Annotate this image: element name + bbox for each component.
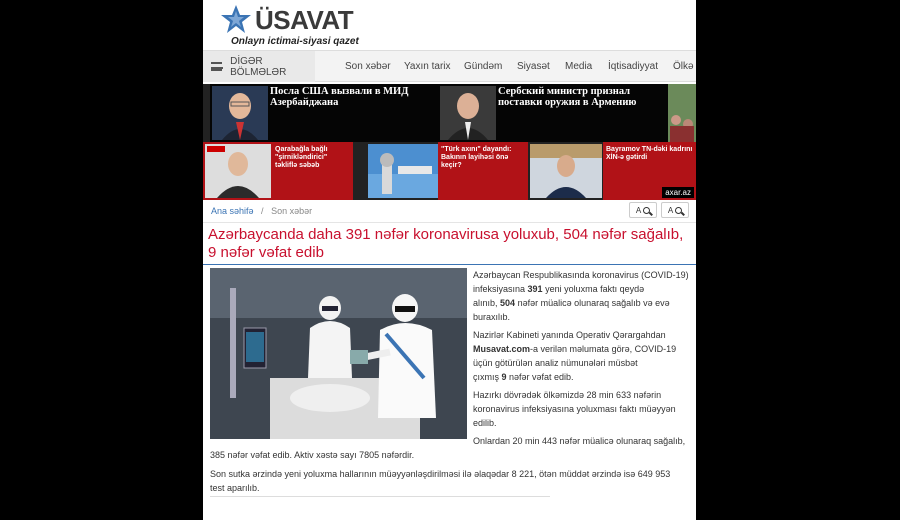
article-paragraph-4a: Onlardan 20 min 443 nəfər müalicə olunaraq sağalıb,	[473, 436, 686, 446]
ad-story-bottom-1[interactable]	[203, 142, 353, 200]
article-end-divider	[210, 496, 550, 497]
breadcrumb-current[interactable]: Son xəbər	[271, 206, 313, 216]
news-page	[203, 0, 696, 520]
nav-link-yaxin-tarix[interactable]: Yaxın tarix	[404, 61, 451, 72]
font-size-label: A	[667, 205, 674, 215]
ad-story-top-right[interactable]	[438, 84, 668, 142]
ad-headline: "Türk axını" dayandı: Bakının layihəsi önə keçir?	[441, 146, 512, 169]
title-divider	[203, 264, 696, 265]
article-paragraph-2: Nazirlər Kabineti yanında Operativ Qərargahdan Musavat.com-a verilən məlumata görə, COVID-19 üçün götürülən analiz nümunələri müsbət çıxmış 9 nəfər vəfat edib.	[473, 330, 677, 382]
site-tagline: Onlayn ictimai-siyasi qazet	[231, 36, 359, 47]
ad-photo-pipeline	[368, 144, 438, 198]
article-paragraph-5: Son sutka ərzində yeni yoluxma hallarının müəyyənləşdirilməsi ilə əlaqədar 8 221, ötən müddət ərzində isə 649 953 test aparılıb.	[210, 469, 671, 493]
nav-link-siyaset[interactable]: Siyasət	[517, 61, 550, 72]
article-title: Azərbaycanda daha 391 nəfər koronavirusa yoluxub, 504 nəfər sağalıb, 9 nəfər vəfat edib	[208, 226, 684, 261]
zoom-in-icon	[675, 207, 682, 214]
font-increase-button[interactable]	[661, 202, 689, 218]
breadcrumb-separator: /	[261, 206, 264, 216]
ad-photo-politician	[205, 144, 271, 198]
source-link[interactable]: Musavat.com	[473, 344, 531, 354]
ad-headline: Сербский министр признал поставки оружия в Армению	[498, 86, 637, 108]
ad-photo-minister	[440, 86, 496, 140]
zoom-out-icon	[643, 207, 650, 214]
main-navigation	[203, 50, 696, 82]
masthead	[203, 0, 696, 50]
ad-photo-official	[530, 144, 602, 198]
article-paragraph-1: Azərbaycan Respublikasında koronavirus (COVID-19) infeksiyasına 391 yeni yoluxma faktı qeydə alınıb, 504 nəfər müalicə olunaraq sağalıb və evə buraxılıb.	[473, 270, 689, 322]
hamburger-icon	[211, 62, 222, 71]
ad-headline: Qarabağla bağlı "şirnikləndirici" təkliflə səbəb	[275, 146, 328, 169]
breadcrumb	[211, 206, 312, 216]
ad-photo-ambassador	[212, 86, 268, 140]
nav-link-son-xeber[interactable]: Son xəbər	[345, 61, 391, 72]
nav-link-gundem[interactable]: Gündəm	[464, 61, 503, 72]
font-decrease-button[interactable]	[629, 202, 657, 218]
article-hero-image[interactable]	[210, 268, 467, 439]
article-paragraph-3: Hazırkı dövrədək ölkəmizdə 28 min 633 nəfərin koronavirus infeksiyasına yoluxması faktı müəyyən edilib.	[473, 390, 676, 428]
breadcrumb-home-link[interactable]: Ana səhifə	[211, 206, 254, 216]
ad-story-bottom-2[interactable]	[438, 142, 528, 200]
nav-link-media[interactable]: Media	[565, 61, 593, 72]
ad-story-top-left[interactable]	[210, 84, 438, 142]
logo-star-icon[interactable]	[219, 4, 253, 34]
font-size-label: A	[635, 205, 642, 215]
divider	[203, 222, 696, 223]
ad-photo-crowd	[668, 84, 696, 142]
site-logo[interactable]: ÜSAVAT	[255, 5, 354, 35]
ad-source-badge: axar.az	[662, 187, 694, 198]
nav-link-iqtisadiyyat[interactable]: İqtisadiyyat	[608, 61, 659, 72]
article-paragraph-4b: 385 nəfər vəfat edib. Aktiv xəstə sayı 7805 nəfərdir.	[210, 450, 415, 460]
ad-headline: Bayramov TN-dəki kadrını XİN-ə gətirdi	[606, 146, 693, 161]
other-sections-menu-button[interactable]	[203, 51, 315, 82]
ad-story-bottom-3[interactable]	[603, 142, 696, 200]
advertisement-banner[interactable]	[203, 84, 696, 200]
ad-headline: Посла США вызвали в МИД Азербайджана	[270, 86, 409, 108]
menu-label: DİGƏR BÖLMƏLƏR	[230, 55, 287, 78]
nav-link-olke[interactable]: Ölkə	[673, 61, 694, 72]
